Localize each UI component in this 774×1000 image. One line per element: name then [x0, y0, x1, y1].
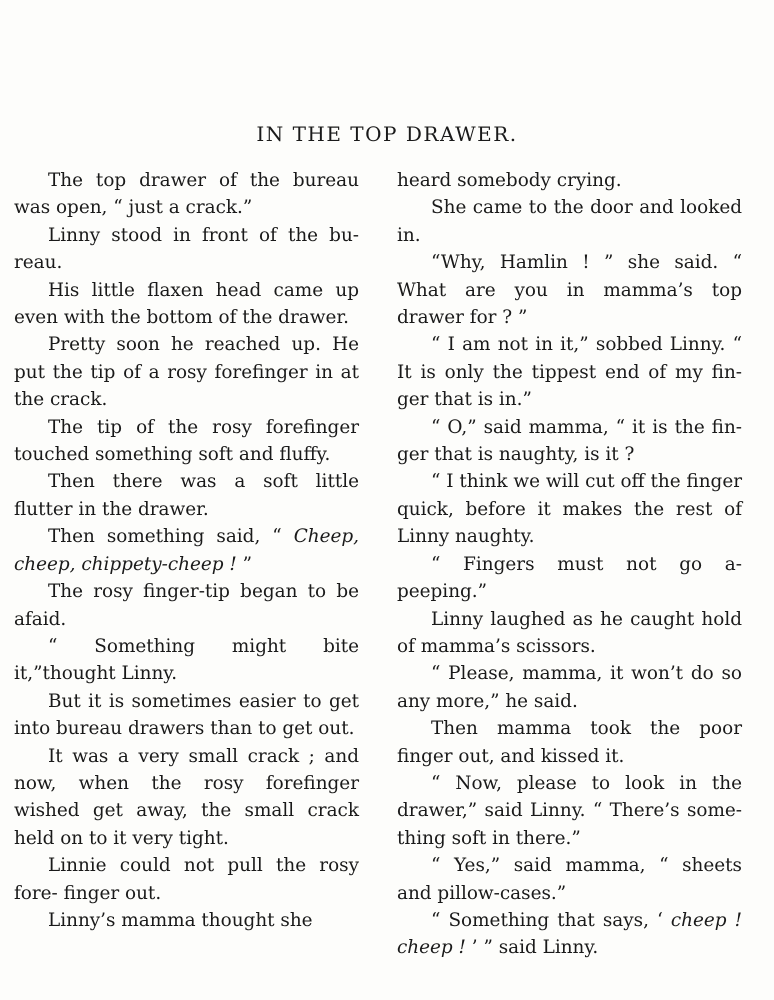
- paragraph: The rosy finger-tip began to be afaid.: [14, 581, 359, 630]
- paragraph-continuation: heard somebody crying.: [397, 170, 622, 191]
- italic-bird-call: Cheep, cheep, chippety-cheep !: [14, 526, 359, 575]
- paragraph: She came to the door and looked in.: [397, 197, 742, 246]
- paragraph: “ I think we will cut off the finger quick, before it makes the rest of Linny naughty.: [397, 471, 742, 548]
- paragraph: The tip of the rosy forefinger touched something soft and fluffy.: [14, 416, 359, 466]
- paragraph: “ Yes,” said mamma, “ sheets and pillow-cases.”: [397, 855, 742, 904]
- paragraph: It was a very small crack ; and now, when the rosy forefinger wished get away, the small crack held on to it very tight.: [14, 745, 359, 849]
- paragraph: His little flaxen head came up even with the bottom of the drawer.: [14, 279, 359, 329]
- paragraph: Linny stood in front of the bu- reau.: [14, 224, 359, 274]
- paragraph: “ Please, mamma, it won’t do so any more,” he said.: [397, 663, 742, 712]
- italic-bird-call: cheep ! cheep !: [397, 909, 742, 959]
- paragraph: “ Fingers must not go a-peeping.”: [397, 553, 742, 603]
- paragraph: Then there was a soft little flutter in the drawer.: [14, 471, 359, 520]
- left-column: [14, 167, 359, 934]
- paragraph: [14, 523, 359, 578]
- right-column: [397, 167, 742, 962]
- paragraph: “ Now, please to look in the drawer,” said Linny. “ There’s some- thing soft in there.”: [397, 772, 742, 849]
- paragraph: The top drawer of the bureau was open, “ just a crack.”: [14, 170, 359, 219]
- paragraph-text: Then something said, “: [48, 526, 294, 548]
- paragraph-text: “ Something that says, ‘: [431, 909, 671, 931]
- paragraph: Then mamma took the poor finger out, and kissed it.: [397, 718, 742, 767]
- paragraph-text: ”: [236, 553, 252, 575]
- paragraph: Linny laughed as he caught hold of mamma’s scissors.: [397, 608, 742, 657]
- paragraph: [397, 907, 742, 962]
- paragraph: But it is sometimes easier to get into bureau drawers than to get out.: [14, 690, 359, 740]
- paragraph: “ Something might bite it,”thought Linny.: [14, 635, 359, 685]
- paragraph: Linny’s mamma thought she: [48, 909, 313, 931]
- paragraph: “ O,” said mamma, “ it is the fin- ger that is naughty, is it ?: [397, 416, 742, 466]
- paragraph: Pretty soon he reached up. He put the tip of a rosy forefinger in at the crack.: [14, 334, 359, 411]
- paragraph: Linnie could not pull the rosy fore- finger out.: [14, 855, 359, 904]
- page-title: IN THE TOP DRAWER.: [256, 122, 518, 146]
- paragraph-text: ’ ” said Linny.: [465, 937, 599, 959]
- paragraph: “Why, Hamlin ! ” she said. “ What are you in mamma’s top drawer for ? ”: [397, 252, 742, 329]
- paragraph: “ I am not in it,” sobbed Linny. “ It is only the tippest end of my fin- ger that is in.”: [397, 334, 742, 411]
